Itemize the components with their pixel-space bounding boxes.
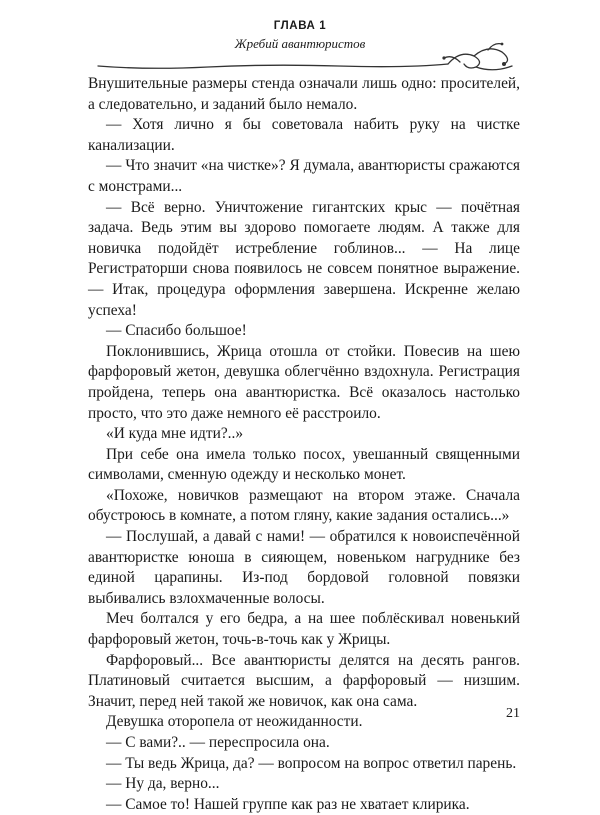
paragraph: — Ты ведь Жрица, да? — вопросом на вопрос ответил парень.: [106, 754, 517, 772]
chapter-subtitle: Жребий авантюристов: [234, 36, 366, 51]
paragraph: При себе она имела только посох, увешанный священными символами, сменную одежду и несколько монет.: [88, 445, 520, 484]
flourish-ornament: [88, 40, 524, 74]
chapter-heading: ГЛАВА 1: [273, 20, 327, 32]
paragraph: — Самое то! Нашей группе как раз не хватает клирика.: [106, 795, 470, 813]
paragraph: — Что значит «на чистке»? Я думала, авантюристы сражаются с монстрами...: [88, 157, 520, 195]
paragraph: «И куда мне идти?..»: [106, 425, 244, 443]
paragraph: Внушительные размеры стенда означали лишь одно: просителей, а следовательно, и заданий было немало.: [88, 75, 520, 113]
paragraph: Поклонившись, Жрица отошла от стойки. Повесив на шею фарфоровый жетон, девушка облегчённо вздохнула. Регистрация пройдена, теперь она авантюристка. Всё оказалось настолько просто, что это даже немного её расстроило.: [88, 342, 520, 422]
paragraph: — Послушай, а давай с нами! — обратился к новоиспечённой авантюристке юноша в сияющем, новеньком нагруднике без единой царапины. Из-под бордовой головной повязки выбивались взлохмаченные волосы.: [88, 528, 520, 607]
paragraph: — Хотя лично я бы советовала набить руку на чистке канализации.: [88, 116, 520, 154]
paragraph: «Похоже, новичков размещают на втором этаже. Сначала обустроюсь в комнате, а потом гляну, какие задания остались...»: [88, 486, 520, 525]
page-number: 21: [506, 706, 520, 721]
paragraph: — Ну да, верно...: [106, 775, 220, 793]
paragraph: — Спасибо большое!: [106, 322, 247, 340]
paragraph: Фарфоровый... Все авантюристы делятся на десять рангов. Платиновый считается высшим, а фарфоровый — низшим. Значит, перед ней такой же новичок, как она сама.: [88, 651, 520, 710]
paragraph: — Всё верно. Уничтожение гигантских крыс — почётная задача. Ведь этим вы здорово помогаете людям. А также для новичка подойдёт истребление гоблинов... — На лице Регистраторши снова появилось не совсем понятное выражение. — Итак, процедура оформления завершена. Искренне желаю успеха!: [88, 198, 520, 319]
body-text: [88, 74, 520, 815]
paragraph: Девушка оторопела от неожиданности.: [106, 713, 363, 731]
paragraph: Меч болтался у его бедра, а на шее поблёскивал новенький фарфоровый жетон, точь-в-точь как у Жрицы.: [88, 610, 520, 649]
paragraph: — С вами?.. — переспросила она.: [106, 734, 330, 751]
